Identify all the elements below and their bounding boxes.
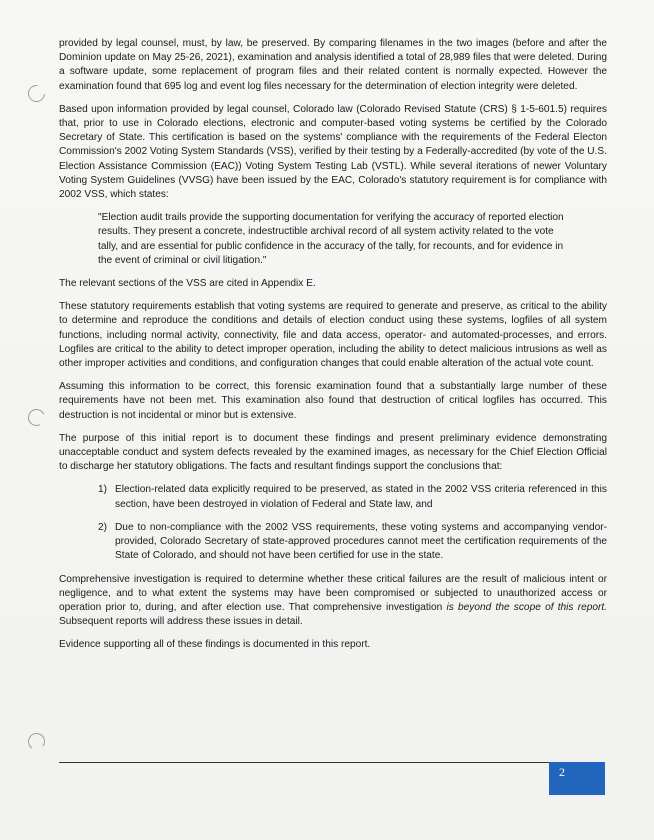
investigation-text: Comprehensive investigation is required to determine whether these critical failures are the result of malicious intent or negligence, and to what extent the systems may have been compromised or subjected to unauthorized access or operation prior to, during, and after election use. That comprehensive investigation <box>59 573 607 613</box>
list-item <box>98 521 607 564</box>
binder-hole-middle <box>26 407 48 429</box>
list-item-text: Due to non-compliance with the 2002 VSS requirements, these voting systems and accompanying vendor-provided, Colorado Secretary of state-approved procedures cannot meet the certification requirements of the State of Colorado, and should not have been certified for use in the state. <box>115 521 607 562</box>
list-item-number: 1) <box>98 484 108 496</box>
page-number-box <box>549 762 605 795</box>
binder-hole-bottom <box>27 732 47 752</box>
paragraph-colorado-law: Based upon information provided by legal counsel, Colorado law (Colorado Revised Statute (CRS) § 1-5-601.5) requires that, prior to use in Colorado elections, electronic and computer-based voting systems be certified by the Colorado Secretary of State. This certification is based on the systems' compliance with the requirements of the Federal Electon Commission's 2002 Voting System Standards (VSS), verified by their testing by a Federally-accredited (by vote of the U.S. Election Assistance Commission (EAC)) Voting System Testing Lab (VSTL). While several iterations of newer Voluntary Voting System Guidelines (VVSG) have been issued by the EAC, Colorado's statutory requirement is for compliance with 2002 VSS, which states: <box>59 103 607 201</box>
footer-rule <box>59 762 549 763</box>
paragraph-report-purpose: The purpose of this initial report is to document these findings and present preliminary evidence demonstrating unacceptable conduct and system defects revealed by the examined images, as necessary for the Chief Election Official to discharge her statutory obligations. The facts and resultant findings support the conclusions that: <box>59 432 607 473</box>
paragraph-forensic-findings: Assuming this information to be correct, this forensic examination found that a substantially large number of these requirements have not been met. This examination also found that destruction of critical logfiles has occurred. This destruction is not incidental or minor but is extensive. <box>59 381 607 421</box>
list-item <box>98 483 607 511</box>
paragraph-file-deletion: provided by legal counsel, must, by law, be preserved. By comparing filenames in the two images (before and after the Dominion update on May 25-26, 2021), examination and analysis identified a total of 28,989 files that were deleted. During a software update, some replacement of program files and their related content is normally expected. However the examination found that 695 log and event log files necessary for the determination of election integrity were deleted. <box>59 38 607 92</box>
paragraph-evidence: Evidence supporting all of these findings is documented in this report. <box>59 639 371 651</box>
list-item-text: Election-related data explicitly required to be preserved, as stated in the 2002 VSS criteria referenced in this section, have been destroyed in violation of Federal and State law, and <box>115 484 607 510</box>
page-number: 2 <box>559 765 565 779</box>
investigation-text-end: Subsequent reports will address these issues in detail. <box>59 616 303 628</box>
paragraph-statutory-requirements: These statutory requirements establish that voting systems are required to generate and preserve, as critical to the ability to determine and reproduce the conditions and details of election conduct using these systems, logfiles of all system functions, including normal activity, connectivity, file and data access, operator- and automated-processes, and errors. Logfiles are critical to the ability to detect improper operation, including the ability to detect malicious intrusions as well as other improper activities and conditions, and configuration changes that could enable alteration of the actual vote count. <box>59 301 607 370</box>
paragraph-comprehensive-investigation <box>59 573 607 630</box>
paragraph-appendix-reference: The relevant sections of the VSS are cited in Appendix E. <box>59 278 316 290</box>
binder-hole-top <box>25 82 49 106</box>
list-item-number: 2) <box>98 521 108 533</box>
document-body <box>59 37 607 662</box>
vss-quote: "Election audit trails provide the supporting documentation for verifying the accuracy of reported election results. They present a concrete, indestructible archival record of all system activity related to the vote tally, and are essential for public confidence in the accuracy of the tally, for recounts, and for evidence in the event of criminal or civil litigation." <box>98 212 564 266</box>
scope-italic-text: is beyond the scope of this report. <box>446 601 607 613</box>
